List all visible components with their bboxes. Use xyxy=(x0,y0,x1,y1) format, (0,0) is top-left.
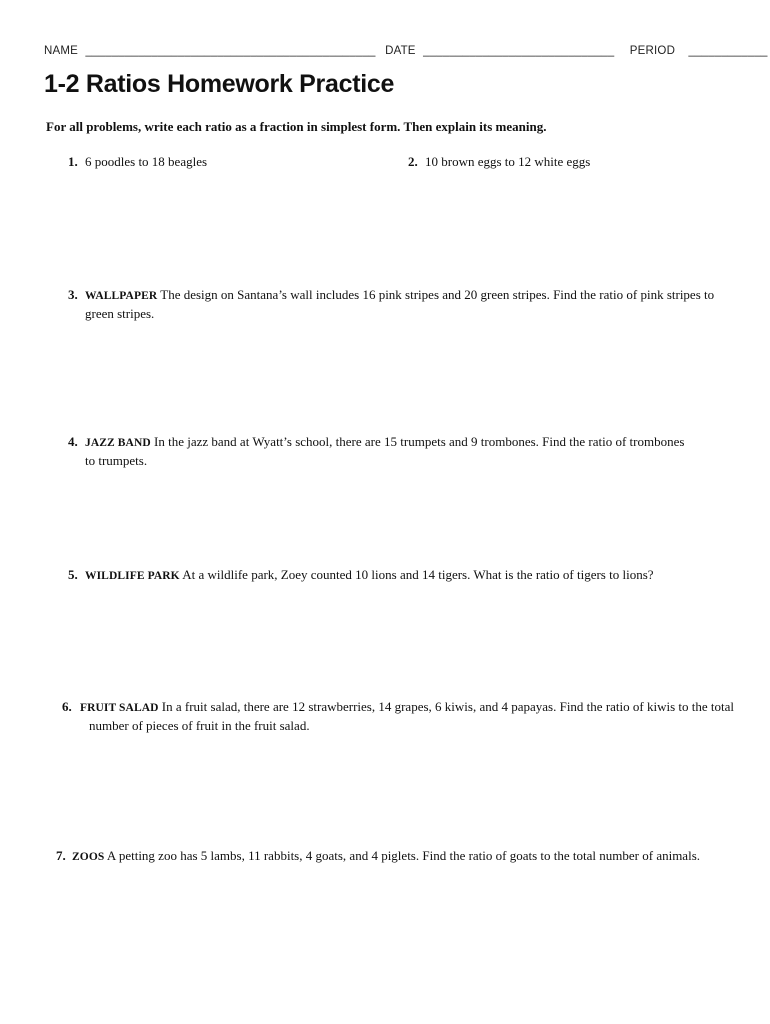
problem-number: 6. xyxy=(62,699,72,714)
problem-6 xyxy=(62,698,749,734)
problem-4 xyxy=(68,433,695,469)
problem-number: 2. xyxy=(408,154,418,169)
problem-tag: WILDLIFE PARK xyxy=(85,570,180,582)
name-field[interactable]: ____________________________________________ xyxy=(85,45,376,57)
problem-3 xyxy=(68,286,733,322)
problem-number: 4. xyxy=(68,434,78,449)
problem-tag: ZOOS xyxy=(72,851,105,863)
problem-text: In a fruit salad, there are 12 strawberries, 14 grapes, 6 kiwis, and 4 papayas. Find the ratio of kiwis to the total number of pieces of fruit in the fruit salad. xyxy=(89,699,734,733)
problem-number: 1. xyxy=(68,154,78,169)
instructions: For all problems, write each ratio as a fraction in simplest form. Then explain its meaning. xyxy=(46,119,547,134)
problem-2 xyxy=(408,153,745,170)
period-label: PERIOD xyxy=(629,45,676,57)
problem-text: The design on Santana’s wall includes 16 pink stripes and 20 green stripes. Find the ratio of pink stripes to green stripes. xyxy=(85,287,715,321)
problem-tag: FRUIT SALAD xyxy=(80,702,159,714)
problem-number: 3. xyxy=(68,287,78,302)
problem-5 xyxy=(68,566,745,585)
page-title: 1-2 Ratios Homework Practice xyxy=(44,70,395,98)
problem-text: A petting zoo has 5 lambs, 11 rabbits, 4 goats, and 4 piglets. Find the ratio of goats to the total number of animals. xyxy=(106,848,700,863)
date-label: DATE xyxy=(385,45,416,57)
problem-tag: JAZZ BAND xyxy=(85,437,151,449)
student-info-header xyxy=(44,45,768,57)
problem-number: 5. xyxy=(68,567,78,582)
period-field[interactable]: ____________ xyxy=(688,45,768,57)
problem-text: At a wildlife park, Zoey counted 10 lions and 14 tigers. What is the ratio of tigers to lions? xyxy=(182,567,654,582)
problem-1 xyxy=(68,153,385,170)
problem-text: 6 poodles to 18 beagles xyxy=(85,154,208,169)
date-field[interactable]: _____________________________ xyxy=(423,45,615,57)
name-label: NAME xyxy=(44,45,79,57)
problem-text: In the jazz band at Wyatt’s school, there are 15 trumpets and 9 trombones. Find the ratio of trombones to trumpets. xyxy=(85,434,685,468)
problem-text: 10 brown eggs to 12 white eggs xyxy=(425,154,591,169)
problem-tag: WALLPAPER xyxy=(85,290,158,302)
problem-number: 7. xyxy=(56,848,66,863)
problem-7 xyxy=(56,847,732,866)
